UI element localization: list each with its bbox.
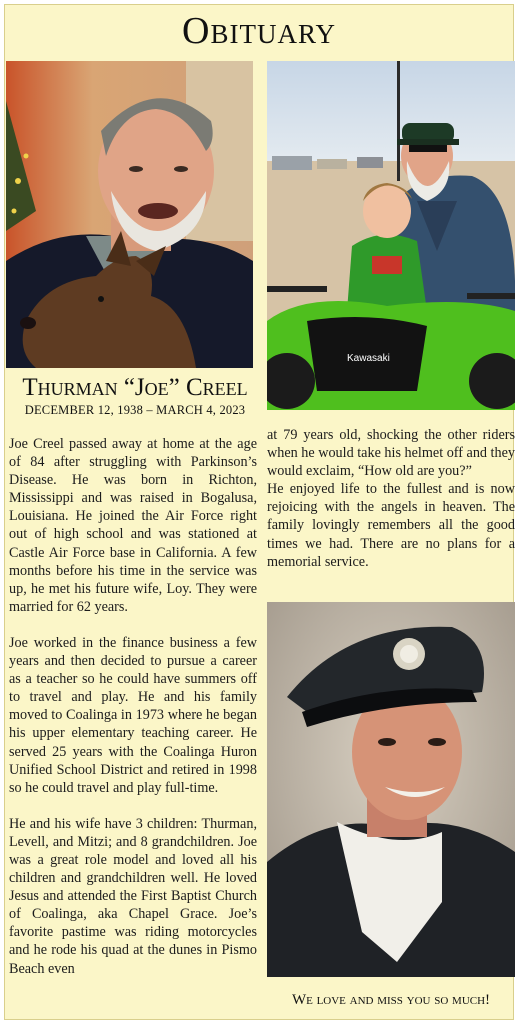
military-portrait-photo <box>267 602 515 977</box>
atv-brand-label: Kawasaki <box>347 353 390 364</box>
closing-message: We love and miss you so much! <box>291 992 491 1008</box>
life-dates: DECEMBER 12, 1938 – MARCH 4, 2023 <box>24 403 246 417</box>
obituary-text-right <box>267 426 515 571</box>
portrait-photo <box>6 61 253 368</box>
paragraph: He and his wife have 3 children: Thurman, Levell, and Mitzi; and 8 grandchildren. Joe was a great role model and loved all his children and grandchildren well. He loved Jesus and attended the First Baptist Church of Coalinga, aka Chapel Grace. Joe’s favorite pastime was riding motorcycles and he rode his quad at the dunes in Pismo Beach even <box>9 815 257 977</box>
obituary-page <box>4 4 514 1020</box>
deceased-name: Thurman “Joe” Creel <box>22 374 248 401</box>
masthead-title: Obituary <box>182 10 336 52</box>
paragraph: Joe Creel passed away at home at the age of 84 after struggling with Parkinson’s Disease. He was born in Richton, Mississippi and was raised in Bogalusa, Louisiana. He joined the Air Force right out of high school and was stationed at Castle Air Force base in California. A few months before his time in the service was up, he met his future wife, Loy. They were married for 62 years. <box>9 436 257 615</box>
paragraph: He enjoyed life to the fullest and is now rejoicing with the angels in heaven. The family lovingly remembers all the good times we had. There are no plans for a memorial service. <box>267 481 515 570</box>
paragraph: at 79 years old, shocking the other riders when he would take his helmet off and they would exclaim, “How old are you?” <box>267 427 515 480</box>
paragraph: Joe worked in the finance business a few years and then decided to pursue a career as a teacher so he could have summers off to travel and play. He and his family moved to Coalinga in 1973 where he began his upper elementary teaching career. He served 25 years with the Coalinga Huron Unified School District and retired in 1998 so he could travel and play full-time. <box>9 634 257 796</box>
atv-dunes-photo <box>267 61 515 410</box>
obituary-text-left <box>9 435 257 978</box>
